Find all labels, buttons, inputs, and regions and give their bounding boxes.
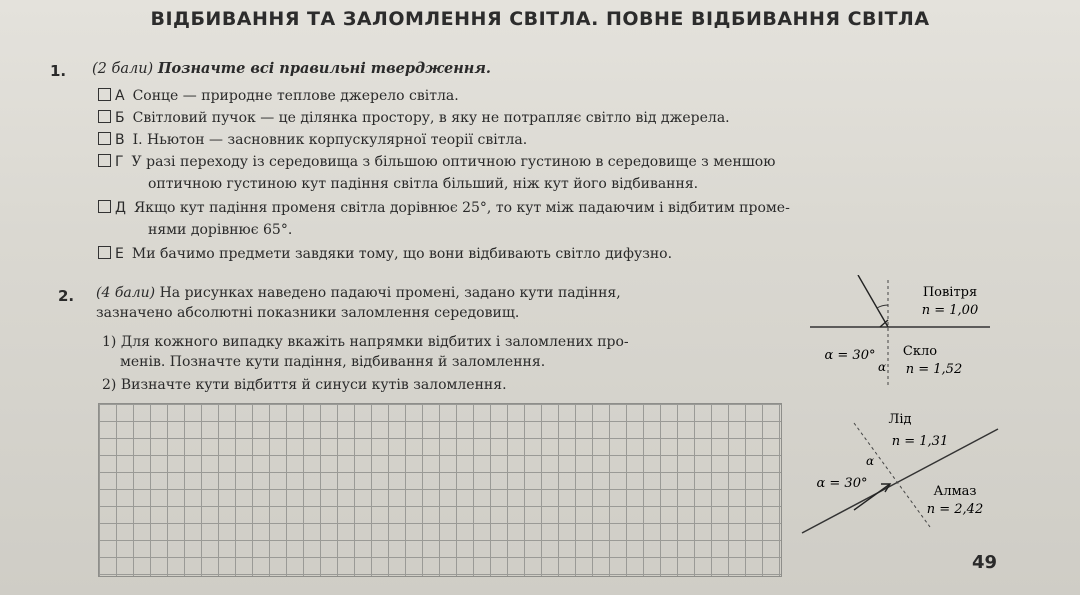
figure-1-angle-arc: [877, 305, 888, 308]
question-2-text-2: зазначено абсолютні показники заломлення середовищ.: [96, 305, 520, 321]
option-f-checkbox[interactable]: [98, 246, 111, 259]
figure-1-medium-top: Повітря: [922, 285, 978, 300]
question-1-points: (2 бали): [92, 61, 154, 77]
option-f[interactable]: [98, 246, 672, 262]
figure-1-n-bottom: n = 1,52: [905, 362, 963, 377]
option-d[interactable]: [98, 154, 775, 170]
option-c[interactable]: [98, 132, 527, 148]
option-b-letter: Б: [115, 110, 125, 126]
option-e-checkbox[interactable]: [98, 200, 111, 213]
question-2-number: 2.: [58, 287, 75, 305]
option-a-letter: А: [115, 88, 125, 104]
question-2-task-2: 2) Визначте кути відбиття й синуси кутів заломлення.: [102, 377, 507, 393]
option-b-checkbox[interactable]: [98, 110, 111, 123]
option-d-letter: Г: [115, 154, 124, 170]
option-b[interactable]: [98, 110, 730, 126]
figure-2-diagram: [800, 405, 1000, 535]
option-a-text: Сонце — природне теплове джерело світла.: [132, 88, 459, 104]
question-1-prompt: Позначте всі правильні твердження.: [157, 60, 491, 77]
option-d-text: У разі переходу із середовища з більшою оптичною густиною в середовище з меншою: [131, 154, 776, 170]
figure-1-n-top: n = 1,00: [921, 303, 979, 318]
option-c-letter: В: [115, 132, 125, 148]
option-c-text: І. Ньютон — засновник корпускулярної теорії світла.: [132, 132, 528, 148]
question-2-line-1: [96, 285, 621, 301]
figure-2-n-bottom: n = 2,42: [926, 502, 984, 517]
option-e[interactable]: [98, 200, 790, 216]
figure-1-angle-label: α = 30°: [824, 348, 876, 363]
figure-2-n-top: n = 1,31: [891, 434, 949, 449]
option-a-checkbox[interactable]: [98, 88, 111, 101]
page-title: ВІДБИВАННЯ ТА ЗАЛОМЛЕННЯ СВІТЛА. ПОВНЕ ВІДБИВАННЯ СВІТЛА: [150, 8, 930, 30]
figure-2-medium-bottom: Алмаз: [933, 484, 977, 499]
option-e-letter: Д: [115, 200, 126, 216]
option-b-text: Світловий пучок — це ділянка простору, в яку не потрапляє світло від джерела.: [132, 110, 730, 126]
page-number: 49: [972, 552, 998, 573]
answer-grid[interactable]: [98, 403, 782, 577]
option-a[interactable]: [98, 88, 459, 104]
option-f-letter: Е: [115, 246, 124, 262]
question-2-task-1-line-1: 1) Для кожного випадку вкажіть напрямки відбитих і заломлених про-: [102, 334, 629, 350]
figure-1-diagram: [800, 275, 1000, 390]
figure-2-angle-label: α = 30°: [816, 476, 868, 491]
question-2-text-1: На рисунках наведено падаючі промені, задано кути падіння,: [159, 285, 621, 301]
figure-1-alpha: α: [877, 360, 887, 374]
figure-2-medium-top: Лід: [888, 412, 912, 427]
option-d-continuation: оптичною густиною кут падіння світла більший, ніж кут його відбивання.: [148, 176, 699, 192]
option-e-text: Якщо кут падіння променя світла дорівнює 25°, то кут між падаючим і відбитим проме-: [133, 200, 790, 216]
question-1-header: [92, 60, 491, 77]
question-1-number: 1.: [50, 62, 67, 80]
figure-1-medium-bottom: Скло: [902, 344, 938, 359]
option-f-text: Ми бачимо предмети завдяки тому, що вони відбивають світло дифузно.: [131, 246, 673, 262]
question-2-task-1-line-2: менів. Позначте кути падіння, відбивання й заломлення.: [120, 354, 546, 370]
figure-2-alpha: α: [865, 454, 875, 468]
option-c-checkbox[interactable]: [98, 132, 111, 145]
figure-1-incident-ray: [858, 275, 888, 327]
question-2-points: (4 бали): [96, 285, 156, 301]
option-d-checkbox[interactable]: [98, 154, 111, 167]
option-e-continuation: нями дорівнює 65°.: [148, 222, 293, 238]
